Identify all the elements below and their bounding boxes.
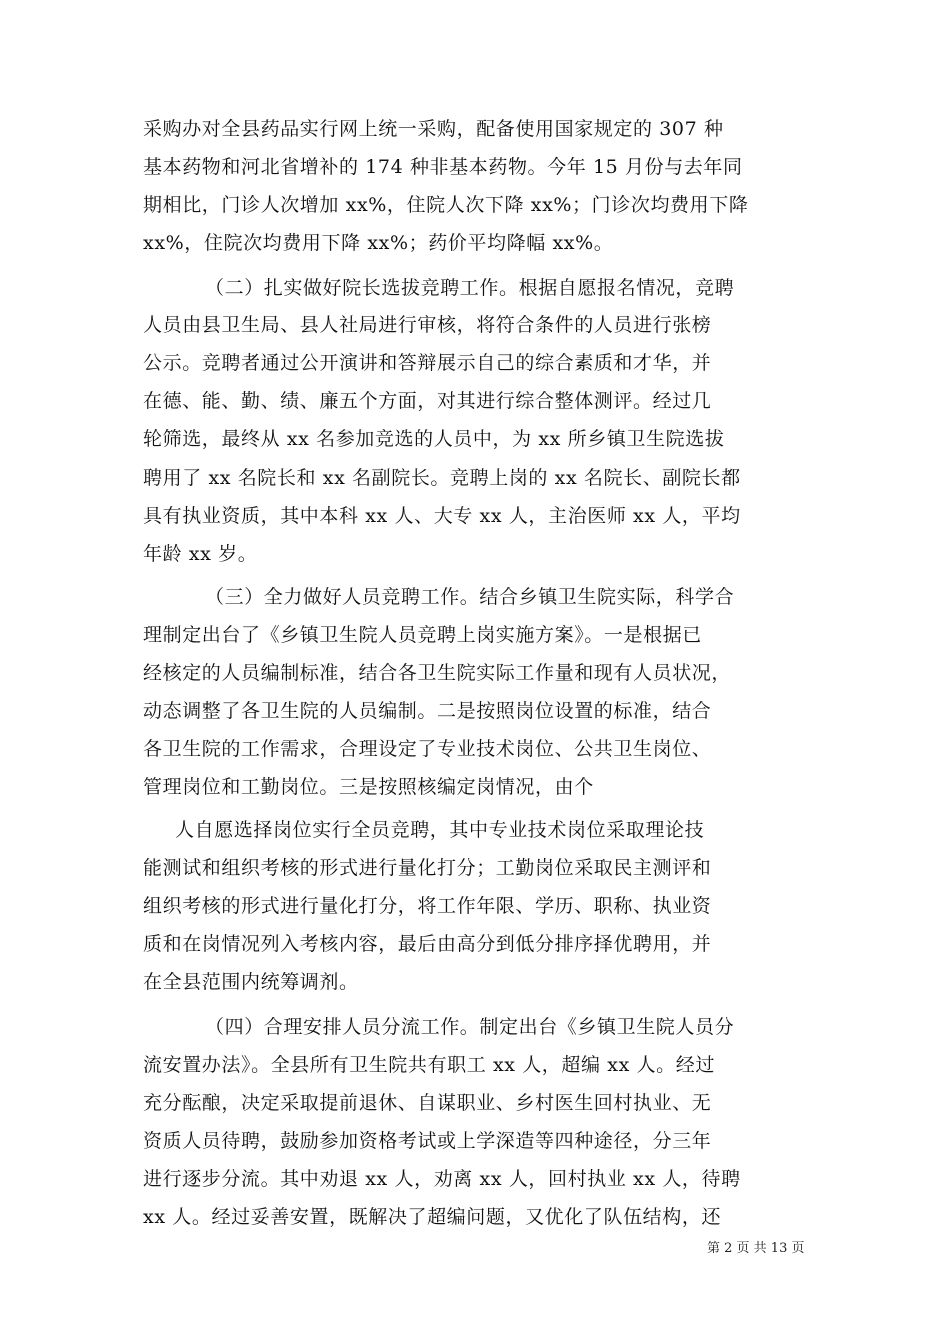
paragraph-start-line: （三）全力做好人员竞聘工作。结合乡镇卫生院实际，科学合: [205, 586, 735, 608]
text-line: 各卫生院的工作需求，合理设定了专业技术岗位、公共卫生岗位、: [143, 738, 712, 760]
text-line: 在德、能、勤、绩、廉五个方面，对其进行综合整体测评。经过几: [143, 390, 712, 412]
text-line: 期相比，门诊人次增加 xx%，住院人次下降 xx%；门诊次均费用下降: [143, 194, 749, 216]
paragraph-start-line: （四）合理安排人员分流工作。制定出台《乡镇卫生院人员分: [205, 1016, 735, 1038]
text-line: 充分酝酿，决定采取提前退休、自谋职业、乡村医生回村执业、无: [143, 1092, 712, 1114]
text-line: xx 人。经过妥善安置，既解决了超编问题，又优化了队伍结构，还: [143, 1206, 722, 1228]
text-line: 能测试和组织考核的形式进行量化打分；工勤岗位采取民主测评和: [143, 857, 712, 879]
text-line: 资质人员待聘，鼓励参加资格考试或上学深造等四种途径，分三年: [143, 1130, 712, 1152]
paragraph-start-line: （二）扎实做好院长选拔竞聘工作。根据自愿报名情况，竞聘: [205, 277, 735, 299]
paragraph-start-line: 人自愿选择岗位实行全员竞聘，其中专业技术岗位采取理论技: [175, 819, 705, 841]
text-line: 经核定的人员编制标准，结合各卫生院实际工作量和现有人员状况，: [143, 662, 732, 684]
text-line: 具有执业资质，其中本科 xx 人、大专 xx 人，主治医师 xx 人，平均: [143, 505, 741, 527]
text-line: 人员由县卫生局、县人社局进行审核，将符合条件的人员进行张榜: [143, 314, 712, 336]
text-line: xx%，住院次均费用下降 xx%；药价平均降幅 xx%。: [143, 232, 614, 254]
text-line: 轮筛选，最终从 xx 名参加竞选的人员中，为 xx 所乡镇卫生院选拔: [143, 428, 725, 450]
text-line: 基本药物和河北省增补的 174 种非基本药物。今年 15 月份与去年同: [143, 156, 743, 178]
page-number: 第 2 页 共 13 页: [707, 1241, 805, 1256]
text-line: 年龄 xx 岁。: [143, 543, 258, 565]
text-line: 在全县范围内统筹调剂。: [143, 971, 359, 993]
text-line: 进行逐步分流。其中劝退 xx 人，劝离 xx 人，回村执业 xx 人，待聘: [143, 1168, 741, 1190]
text-line: 聘用了 xx 名院长和 xx 名副院长。竞聘上岗的 xx 名院长、副院长都: [143, 467, 741, 489]
text-line: 质和在岗情况列入考核内容，最后由高分到低分排序择优聘用，并: [143, 933, 712, 955]
text-line: 理制定出台了《乡镇卫生院人员竞聘上岗实施方案》。一是根据已: [143, 624, 702, 646]
text-line: 管理岗位和工勤岗位。三是按照核编定岗情况，由个: [143, 776, 594, 798]
text-line: 动态调整了各卫生院的人员编制。二是按照岗位设置的标准，结合: [143, 700, 712, 722]
text-line: 公示。竞聘者通过公开演讲和答辩展示自己的综合素质和才华，并: [143, 352, 712, 374]
text-line: 采购办对全县药品实行网上统一采购，配备使用国家规定的 307 种: [143, 118, 724, 140]
text-line: 组织考核的形式进行量化打分，将工作年限、学历、职称、执业资: [143, 895, 712, 917]
text-line: 流安置办法》。全县所有卫生院共有职工 xx 人，超编 xx 人。经过: [143, 1054, 715, 1076]
